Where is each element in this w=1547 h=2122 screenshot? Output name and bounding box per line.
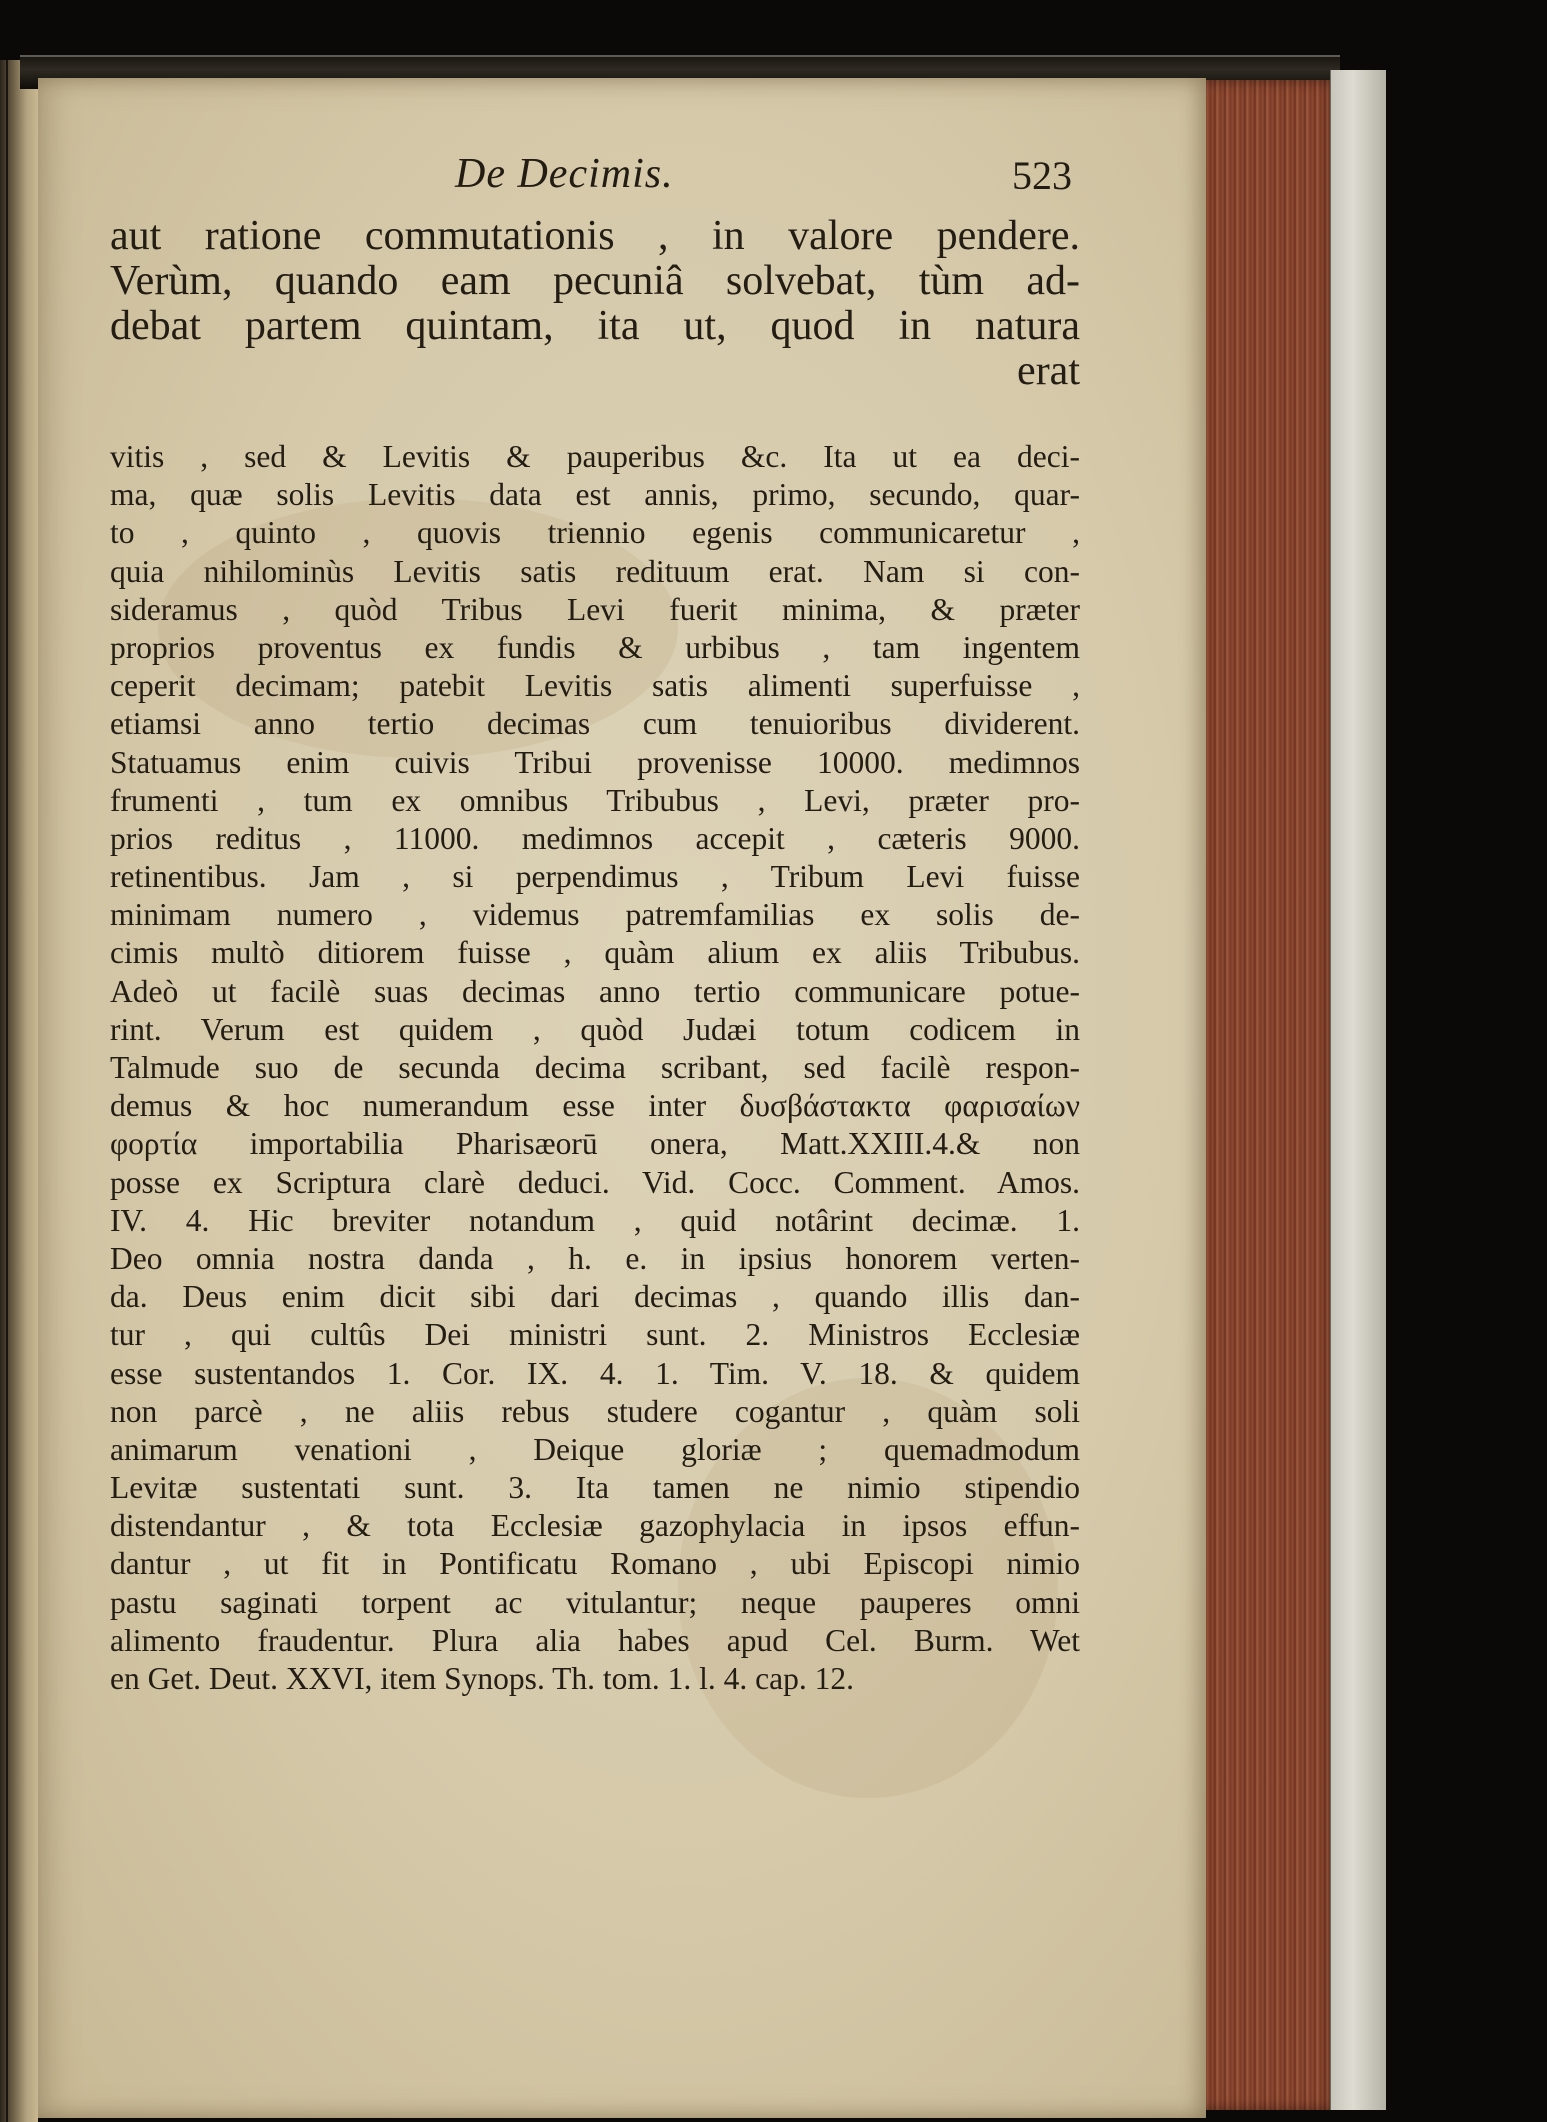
text-line: sideramus , quòd Tribus Levi fuerit minima, & præter — [110, 591, 1080, 627]
text-line: ma, quæ solis Levitis data est annis, primo, secundo, quar- — [110, 477, 1080, 513]
text-line: tur , qui cultûs Dei ministri sunt. 2. Ministros Ecclesiæ — [110, 1317, 1080, 1353]
text-line: aut ratione commutationis , in valore pendere. — [110, 213, 1080, 259]
text-line: etiamsi anno tertio decimas cum tenuioribus dividerent. — [110, 706, 1080, 742]
book-cover-board — [1330, 70, 1386, 2110]
text-line: prios reditus , 11000. medimnos accepit , cæteris 9000. — [110, 820, 1080, 856]
text-line: Deo omnia nostra danda , h. e. in ipsius honorem verten- — [110, 1240, 1080, 1276]
text-line: φορτία importabilia Pharisæorū onera, Matt.XXIII.4.& non — [110, 1126, 1080, 1162]
text-line: IV. 4. Hic breviter notandum , quid notârint decimæ. 1. — [110, 1202, 1080, 1238]
page-body — [110, 214, 1080, 1698]
text-line: pastu saginati torpent ac vitulantur; neque pauperes omni — [110, 1584, 1080, 1620]
text-line: vitis , sed & Levitis & pauperibus &c. Ita ut ea deci- — [110, 439, 1080, 474]
text-line: rint. Verum est quidem , quòd Judæi totum codicem in — [110, 1011, 1080, 1047]
page-number: 523 — [1012, 153, 1072, 198]
text-line: quia nihilominùs Levitis satis redituum erat. Nam si con- — [110, 553, 1080, 589]
text-line: alimento fraudentur. Plura alia habes apud Cel. Burm. Wet — [110, 1622, 1080, 1658]
text-line: en Get. Deut. XXVI, item Synops. Th. tom. 1. l. 4. cap. 12. — [110, 1661, 854, 1696]
text-line: cimis multò ditiorem fuisse , quàm alium ex aliis Tribubus. — [110, 935, 1080, 971]
text-line: animarum venationi , Deique gloriæ ; quemadmodum — [110, 1431, 1080, 1467]
text-line: demus & hoc numerandum esse inter δυσβάστακτα φαρισαίων — [110, 1088, 1080, 1124]
text-line: Levitæ sustentati sunt. 3. Ita tamen ne nimio stipendio — [110, 1470, 1080, 1506]
book-spine-edge — [0, 60, 38, 2122]
page-fore-edges — [1200, 80, 1332, 2110]
text-line: frumenti , tum ex omnibus Tribubus , Levi, præter pro- — [110, 782, 1080, 818]
text-line: Statuamus enim cuivis Tribui provenisse 10000. medimnos — [110, 744, 1080, 780]
text-line: non parcè , ne aliis rebus studere cogantur , quàm soli — [110, 1393, 1080, 1429]
text-line: posse ex Scriptura clarè deduci. Vid. Cocc. Comment. Amos. — [110, 1164, 1080, 1200]
text-line: Talmude suo de secunda decima scribant, sed facilè respon- — [110, 1050, 1080, 1085]
upper-paragraph — [110, 214, 1080, 393]
page-header — [0, 150, 1547, 200]
text-line: esse sustentandos 1. Cor. IX. 4. 1. Tim. V. 18. & quidem — [110, 1355, 1080, 1391]
catchword: erat — [1017, 348, 1080, 394]
spacer — [110, 394, 1080, 438]
text-line: proprios proventus ex fundis & urbibus , tam ingentem — [110, 629, 1080, 665]
running-head: De Decimis. — [455, 151, 674, 197]
text-line: distendantur , & tota Ecclesiæ gazophylacia in ipsos effun- — [110, 1508, 1080, 1544]
text-line: to , quinto , quovis triennio egenis communicaretur , — [110, 515, 1080, 551]
text-line: minimam numero , videmus patremfamilias ex solis de- — [110, 897, 1080, 933]
text-line: ceperit decimam; patebit Levitis satis alimenti superfuisse , — [110, 668, 1080, 704]
text-line: dantur , ut fit in Pontificatu Romano , ubi Episcopi nimio — [110, 1546, 1080, 1582]
lower-paragraph — [110, 438, 1080, 1698]
text-line: Verùm, quando eam pecuniâ solvebat, tùm ad- — [110, 258, 1080, 304]
text-line: debat partem quintam, ita ut, quod in natura — [110, 303, 1080, 349]
text-line: Adeò ut facilè suas decimas anno tertio communicare potue- — [110, 973, 1080, 1009]
text-line: retinentibus. Jam , si perpendimus , Tribum Levi fuisse — [110, 859, 1080, 895]
text-line: da. Deus enim dicit sibi dari decimas , quando illis dan- — [110, 1279, 1080, 1315]
